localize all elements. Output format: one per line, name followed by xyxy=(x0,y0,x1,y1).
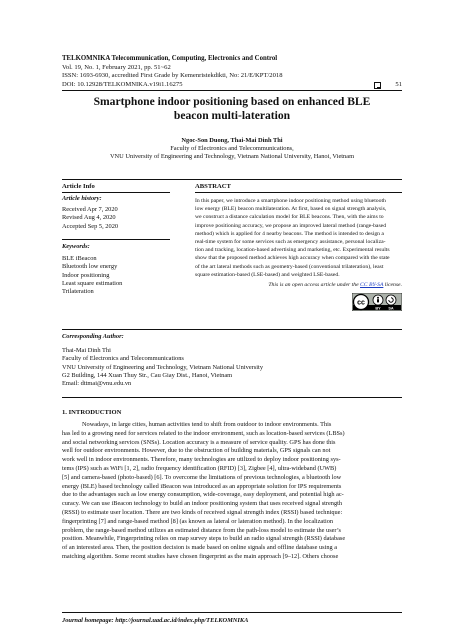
issn-info: ISSN: 1693-6930, accredited First Grade by Kemenristekdikti, No: 21/E/KPT/2018 xyxy=(62,72,283,80)
author-names: Ngoc-Son Duong, Thai-Mai Dinh Thi xyxy=(181,137,283,144)
cc-text: cc xyxy=(357,299,365,307)
intro-line: tems (IPS) such as WiFi [1, 2], radio frequency identification (RFID) [3], Zigbee [4], ultra-wideband (UWB) xyxy=(62,464,337,472)
abstract-sub-rule xyxy=(195,192,402,193)
sa-icon xyxy=(386,295,396,305)
keywords-heading: Keywords: xyxy=(62,243,90,250)
info-sub-rule xyxy=(62,192,170,193)
title-line-1: Smartphone indoor positioning based on enhanced BLE xyxy=(93,95,371,108)
info-top-rule xyxy=(62,179,402,180)
corr-address: G2 Building, 144 Xuan Thuy Str., Cau Giay Dist., Hanoi, Vietnam xyxy=(62,371,233,379)
author-university: VNU University of Engineering and Technology, Vietnam National University, Hanoi, Vietnam xyxy=(109,153,355,160)
paper-title xyxy=(62,95,402,123)
page-box-icon xyxy=(374,82,381,89)
authors-block xyxy=(62,137,402,161)
intro-line: energy (BLE) based technology called iBeacon was introduced as an appropriate solution for IPS requirements xyxy=(62,482,342,490)
cc-by-sa-link[interactable]: CC BY-SA xyxy=(360,282,384,288)
intro-line: (RSSI) to estimate user location. There are two kinds of received signal strength index (RSSI) based technique: xyxy=(62,508,343,516)
intro-line: curacy. We can use iBeacon technology to build an indoor positioning system that uses received signal strength xyxy=(62,500,342,508)
intro-line: fingerprinting [7] and range-based method [8] (as known as lateral or lateration method). In the localization xyxy=(62,517,334,525)
abstract-line: method) which is applied for 4 nearby beacons. The method is intended to design a xyxy=(195,230,384,237)
keywords-block xyxy=(62,243,170,296)
abstract-line: show that the proposed method achieves high accuracy when compared with the state xyxy=(195,255,390,262)
corresponding-details xyxy=(62,347,402,388)
corresponding-bottom-rule xyxy=(62,397,402,398)
abstract-heading: ABSTRACT xyxy=(195,183,231,190)
corr-name: Thai-Mai Dinh Thi xyxy=(62,347,111,354)
intro-line: well for outdoor environments. However, due to the obstruction of building materials, GPS signals can not xyxy=(62,447,331,455)
journal-homepage[interactable]: Journal homepage: http://journal.uad.ac.id/index.php/TELKOMNIKA xyxy=(62,617,249,624)
author-faculty: Faculty of Electronics and Telecommunications, xyxy=(170,145,294,152)
oa-end: license. xyxy=(384,282,402,288)
footer-rule xyxy=(62,612,402,613)
abstract-line: we construct a distance calculation model for BLE beacons. Then, with the aims to xyxy=(195,214,384,221)
journal-name: TELKOMNIKA Telecommunication, Computing, Electronics and Control xyxy=(62,55,278,62)
keyword: Indoor positioning xyxy=(62,271,110,279)
revised-date: Revised Aug 4, 2020 xyxy=(62,214,116,222)
intro-line: problem, the range-based method utilizes an estimated distance from the path-loss model to estimate the user’s xyxy=(62,526,341,534)
abstract-body xyxy=(195,197,402,279)
intro-line: position. Meanwhile, Fingerprinting relies on map survey steps to build an radio signal strength (RSSI) database xyxy=(62,535,346,543)
sa-text: SA xyxy=(388,306,394,311)
doi-info: DOI: 10.12928/TELKOMNIKA.v19i1.16275 xyxy=(62,80,183,88)
abstract-line: improve positioning accuracy, we propose an improved lateral method (range-based xyxy=(195,222,387,229)
intro-line: [5] and camera-based (photo-based) [6]. To overcome the limitations of previous technologies, a bluetooth low xyxy=(62,473,342,481)
oa-text: This is an open access article under the xyxy=(268,282,359,288)
article-info-heading: Article Info xyxy=(62,183,95,190)
intro-line: and social networking services (SNSs). Location accuracy is a measure of service quality. GPS has done this xyxy=(62,438,336,446)
intro-line: of an interested area. Then, the position decision is made based on online signals and offline database using a xyxy=(62,544,338,552)
by-text: BY xyxy=(375,306,381,311)
title-line-2: beacon multi-lateration xyxy=(173,109,291,122)
received-date: Received Apr 7, 2020 xyxy=(62,206,118,214)
volume-info: Vol. 19, No. 1, February 2021, pp. 51~62 xyxy=(62,63,171,71)
header-rule xyxy=(62,90,402,91)
introduction-body xyxy=(62,421,402,562)
abstract-line: of the art lateral methods such as geometry-based (conventional trilateration), least xyxy=(195,263,384,270)
page-number: 51 xyxy=(395,80,402,88)
intro-line: Nowadays, in large cities, human activities tend to shift from outdoor to indoor environments. This xyxy=(82,421,332,428)
keyword: Bluetooth low energy xyxy=(62,263,118,271)
intro-line: work well in indoor environments. Therefore, many technologies are utilized to deploy indoor positioning sys- xyxy=(62,456,341,464)
open-access-note xyxy=(195,282,402,288)
corresponding-top-rule xyxy=(62,329,402,330)
corresponding-heading-text: Corresponding Author: xyxy=(62,333,124,340)
introduction-heading: 1. INTRODUCTION xyxy=(62,409,122,416)
keyword: BLE iBeacon xyxy=(62,255,97,263)
history-heading: Article history: xyxy=(62,195,102,202)
abstract-line: low energy (BLE) beacon multilateration. At first, based on signal strength analysis, xyxy=(195,206,387,213)
keyword: Least square estimation xyxy=(62,279,123,287)
keyword: Trilateration xyxy=(62,288,94,296)
corresponding-heading xyxy=(62,333,124,340)
journal-header xyxy=(62,55,402,89)
abstract-line: In this paper, we introduce a smartphone indoor positioning method using bluetooth xyxy=(195,198,386,204)
intro-line: due to the advantages such as low energy consumption, wide-coverage, easy deployment, and potential high ac- xyxy=(62,491,344,499)
abstract-line: tion and tracking, location-based advertising and marketing, etc. Experimental results xyxy=(195,247,390,254)
abstract-line: square estimation-based (LSE-based) and weighted LSE-based. xyxy=(195,271,340,278)
corr-university: VNU University of Engineering and Technology, Vietnam National University xyxy=(62,363,264,371)
history-rule xyxy=(62,239,170,240)
article-history xyxy=(62,195,170,231)
intro-line: matching algorithm. Some recent studies have chosen fingerprint as the main approach [9–12]. Others choose xyxy=(62,552,339,560)
intro-line: has led to a growing need for services related to the indoor environment, such as location-based services (LBSs) xyxy=(62,429,345,437)
cc-by-sa-badge[interactable] xyxy=(352,293,402,311)
corr-faculty: Faculty of Electronics and Telecommunications xyxy=(62,355,184,363)
accepted-date: Accepted Sep 5, 2020 xyxy=(62,222,119,230)
abstract-line: real-time system for some services such as emergency assistance, personal localiza- xyxy=(195,239,386,246)
corr-email: Email: dttmai@vnu.edu.vn xyxy=(62,380,132,388)
